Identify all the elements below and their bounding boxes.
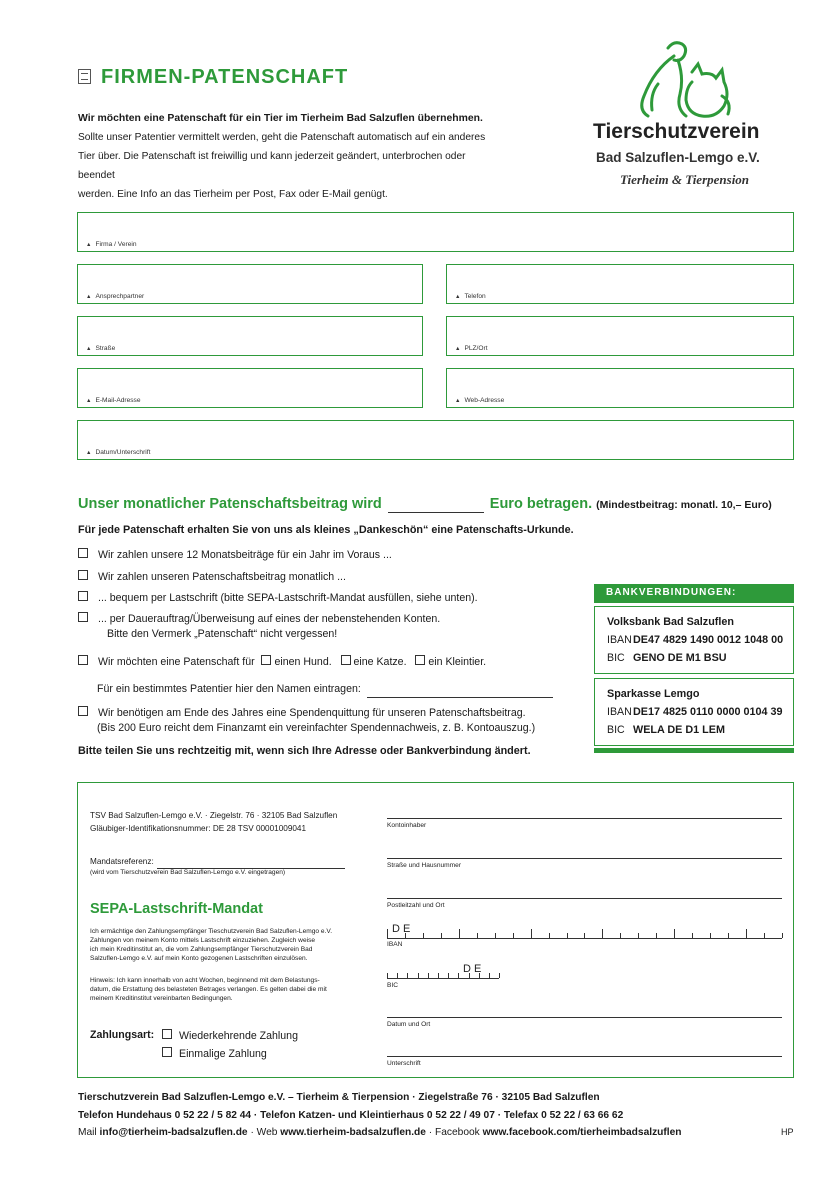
sepa-text-line: Ich ermächtige den Zahlungsempfänger Tieschutzverein Bad Salzuflen-Lemgo e.V. xyxy=(90,928,333,935)
ansprechpartner-label: ▲ Ansprechpartner xyxy=(86,293,144,300)
datum-ort-label: Datum und Ort xyxy=(387,1021,431,1028)
mandatsref-note: (wird vom Tierschutzverein Bad Salzuflen-Lemgo e.V. eingetragen) xyxy=(90,869,286,876)
bic-value: GENO DE M1 BSU xyxy=(633,652,727,664)
logo-subtitle: Bad Salzuflen-Lemgo e.V. xyxy=(596,150,760,165)
option-voraus[interactable] xyxy=(78,548,392,563)
ansprechpartner-field[interactable] xyxy=(77,264,423,304)
sepa-text-line: ich mein Kreditinstitut an, die vom Zahlungsempfänger Tierschutzverein Bad xyxy=(90,946,313,953)
sepa-text-line: Zahlungen von meinem Konto mittels Lastschrift einzuziehen. Zugleich weise xyxy=(90,937,316,944)
tick-mark xyxy=(620,933,621,938)
footer-line2: Telefon Hundehaus 0 52 22 / 5 82 44 · Telefon Katzen- und Kleintierhaus 0 52 22 / 49 07 · Telefax 0 52 22 / 63 66 62 xyxy=(78,1110,624,1121)
kleintier-label: ein Kleintier. xyxy=(428,656,487,668)
sepa-text2 xyxy=(90,976,327,1003)
sepa-creditor-id: Gläubiger-Identifikationsnummer: DE 28 TSV 00001009041 xyxy=(90,824,307,833)
mail-link[interactable]: info@tierheim-badsalzuflen.de xyxy=(99,1127,248,1138)
checkbox[interactable] xyxy=(78,706,88,716)
bic-prefix: D E xyxy=(463,963,482,975)
footer-initials: HP xyxy=(781,1127,794,1137)
beitrag-min: (Mindestbeitrag: monatl. 10,– Euro) xyxy=(596,499,772,511)
checkbox[interactable] xyxy=(78,591,88,601)
tick-mark xyxy=(441,933,442,938)
firma-label: ▲ Firma / Verein xyxy=(86,241,137,248)
option-label: ... bequem per Lastschrift (bitte SEPA-Lastschrift-Mandat ausfüllen, siehe unten). xyxy=(98,592,478,604)
tick-mark xyxy=(531,929,532,938)
bic-value: WELA DE D1 LEM xyxy=(633,724,725,736)
mandatsref-label: Mandatsreferenz: xyxy=(90,857,154,866)
bank-name: Sparkasse Lemgo xyxy=(607,688,700,700)
iban-prefix: D E xyxy=(392,923,411,935)
web-label: ▲ Web-Adresse xyxy=(455,397,504,404)
beitrag-amount-input[interactable] xyxy=(388,496,484,513)
checkbox-hund[interactable] xyxy=(261,655,271,665)
patentier-name-input[interactable] xyxy=(367,682,553,698)
sepa-title: SEPA-Lastschrift-Mandat xyxy=(90,901,263,917)
tick-mark xyxy=(448,973,449,978)
iban-label: IBAN xyxy=(607,706,632,718)
sepa-address-line: TSV Bad Salzuflen-Lemgo e.V. · Ziegelstr. 76 · 32105 Bad Salzuflen xyxy=(90,811,338,820)
document-icon xyxy=(78,69,91,84)
notice-text: Bitte teilen Sie uns rechtzeitig mit, wenn sich Ihre Adresse oder Bankverbindung ändert. xyxy=(78,745,531,757)
tick-mark xyxy=(407,973,408,978)
plz-input[interactable] xyxy=(387,898,782,899)
strasse-label: ▲ Straße xyxy=(86,345,115,352)
web-label: · Web xyxy=(250,1127,278,1138)
intro-line: Sollte unser Patentier vermittelt werden, geht die Patenschaft automatisch auf ein anderes xyxy=(78,132,486,143)
unterschrift-label: Unterschrift xyxy=(387,1060,421,1067)
tick-mark xyxy=(549,933,550,938)
tick-mark xyxy=(692,933,693,938)
sepa-text-line: Hinweis: Ich kann innerhalb von acht Wochen, beginnend mit dem Belastungs- xyxy=(90,977,320,984)
datum-unterschrift-field[interactable] xyxy=(77,420,794,460)
checkbox[interactable] xyxy=(162,1047,172,1057)
checkbox[interactable] xyxy=(78,548,88,558)
sepa-text-line: Salzuflen-Lemgo e.V. auf mein Konto gezogenen Lastschriften einzulösen. xyxy=(90,955,308,962)
option-label: Wir zahlen unsere 12 Monatsbeiträge für ein Jahr im Voraus ... xyxy=(98,549,392,561)
tick-mark xyxy=(567,933,568,938)
option-note: (Bis 200 Euro reicht dem Finanzamt ein vereinfachter Spendennachweis, z. B. Kontoauszug.) xyxy=(97,722,536,734)
tick-mark xyxy=(656,933,657,938)
tick-mark xyxy=(499,973,500,978)
bank-footer-bar xyxy=(594,748,794,753)
sepa-text-line: meinem Kreditinstitut vereinbarten Bedingungen. xyxy=(90,995,233,1002)
sepa-address xyxy=(90,809,337,835)
bank-name: Volksbank Bad Salzuflen xyxy=(607,616,734,628)
checkbox-katze[interactable] xyxy=(341,655,351,665)
tick-mark xyxy=(397,973,398,978)
beitrag-pre: Unser monatlicher Patenschaftsbeitrag wird xyxy=(78,496,382,512)
checkbox[interactable] xyxy=(162,1029,172,1039)
hund-label: einen Hund. xyxy=(274,656,332,668)
mail-label: Mail xyxy=(78,1127,97,1138)
tick-mark xyxy=(458,973,459,978)
dankeschoen-text: Für jede Patenschaft erhalten Sie von uns als kleines „Dankeschön“ eine Patenschafts-Urkunde. xyxy=(78,524,574,536)
datum-ort-input[interactable] xyxy=(387,1017,782,1018)
tick-mark xyxy=(387,929,388,938)
checkbox[interactable] xyxy=(78,655,88,665)
tick-mark xyxy=(489,973,490,978)
option-label: Wir möchten eine Patenschaft für xyxy=(98,656,255,668)
tick-mark xyxy=(728,933,729,938)
z2-label: Einmalige Zahlung xyxy=(179,1048,267,1060)
footer-line1: Tierschutzverein Bad Salzuflen-Lemgo e.V. – Tierheim & Tierpension · Ziegelstraße 76 · 32105 Bad Salzuflen xyxy=(78,1092,600,1103)
kontoinhaber-input[interactable] xyxy=(387,818,782,819)
facebook-link[interactable]: www.facebook.com/tierheimbadsalzuflen xyxy=(482,1127,682,1138)
web-link[interactable]: www.tierheim-badsalzuflen.de xyxy=(280,1127,426,1138)
mandatsref-input[interactable] xyxy=(157,855,345,869)
bank-sparkasse xyxy=(594,678,794,746)
logo-tagline: Tierheim & Tierpension xyxy=(620,172,750,187)
checkbox[interactable] xyxy=(78,570,88,580)
patentier-name-row xyxy=(97,682,553,698)
email-field[interactable] xyxy=(77,368,423,408)
checkbox-kleintier[interactable] xyxy=(415,655,425,665)
cat-dog-logo-icon xyxy=(628,38,740,118)
tick-mark xyxy=(459,929,460,938)
bank-volksbank xyxy=(594,606,794,674)
option-tierart xyxy=(78,655,486,670)
option-label: ... per Dauerauftrag/Überweisung auf eines der nebenstehenden Konten. xyxy=(98,613,441,625)
bic-input[interactable] xyxy=(387,971,499,979)
strasse-input[interactable] xyxy=(387,858,782,859)
option-dauerauftrag[interactable] xyxy=(78,612,440,642)
intro-text xyxy=(78,109,498,204)
tick-mark xyxy=(584,933,585,938)
bic-label: BIC xyxy=(607,652,625,664)
telefon-field[interactable] xyxy=(446,264,794,304)
tick-mark xyxy=(782,933,783,938)
bic-label: BIC xyxy=(387,982,398,989)
tick-mark xyxy=(513,933,514,938)
zahlungsart-label: Zahlungsart: xyxy=(90,1029,155,1041)
tick-mark xyxy=(428,973,429,978)
tick-mark xyxy=(638,933,639,938)
sepa-text1 xyxy=(90,927,332,963)
strasse-field[interactable] xyxy=(77,316,423,356)
email-label: ▲ E-Mail-Adresse xyxy=(86,397,141,404)
tick-mark xyxy=(418,973,419,978)
bank-header: BANKVERBINDUNGEN: xyxy=(594,584,794,603)
iban-value: DE47 4829 1490 0012 1048 00 xyxy=(633,634,784,646)
strasse-label: Straße und Hausnummer xyxy=(387,862,462,869)
checkbox[interactable] xyxy=(78,612,88,622)
web-field[interactable] xyxy=(446,368,794,408)
tick-mark xyxy=(438,973,439,978)
zahlung-einmalig[interactable] xyxy=(162,1047,267,1060)
tick-mark xyxy=(674,929,675,938)
page-title: FIRMEN-PATENSCHAFT xyxy=(78,66,348,89)
iban-value: DE17 4825 0110 0000 0104 39 xyxy=(633,706,783,718)
tick-mark xyxy=(710,933,711,938)
intro-line: werden. Eine Info an das Tierheim per Post, Fax oder E-Mail genügt. xyxy=(78,189,388,200)
beitrag-line xyxy=(78,496,772,513)
zahlung-wiederkehrend[interactable] xyxy=(162,1029,298,1042)
patentier-label: Für ein bestimmtes Patentier hier den Namen eintragen: xyxy=(97,683,361,695)
sepa-text-line: datum, die Erstattung des belasteten Betrages verlangen. Es gelten dabei die mit xyxy=(90,986,327,993)
bic-label: BIC xyxy=(607,724,625,736)
tick-mark xyxy=(423,933,424,938)
plz-label: Postleitzahl und Ort xyxy=(387,902,445,909)
datum-label: ▲ Datum/Unterschrift xyxy=(86,449,150,456)
option-monatlich[interactable] xyxy=(78,570,346,585)
footer-line3 xyxy=(78,1127,682,1138)
iban-input[interactable] xyxy=(387,931,782,939)
z1-label: Wiederkehrende Zahlung xyxy=(179,1030,298,1042)
beitrag-post: Euro betragen. xyxy=(489,496,593,512)
plz-label: ▲ PLZ/Ort xyxy=(455,345,488,352)
tick-mark xyxy=(387,973,388,978)
katze-label: eine Katze. xyxy=(353,656,407,668)
iban-label: IBAN xyxy=(607,634,632,646)
option-label: Wir zahlen unseren Patenschaftsbeitrag monatlich ... xyxy=(98,571,346,583)
kontoinhaber-label: Kontoinhaber xyxy=(387,822,427,829)
intro-line: Tier über. Die Patenschaft ist freiwillig und kann jederzeit geändert, unterbrochen oder beendet xyxy=(78,151,466,181)
option-spendenquittung[interactable] xyxy=(78,706,535,736)
iban-label: IBAN xyxy=(387,941,403,948)
mandatsref-row xyxy=(90,855,345,869)
tick-mark xyxy=(495,933,496,938)
plz-field[interactable] xyxy=(446,316,794,356)
telefon-label: ▲ Telefon xyxy=(455,293,486,300)
unterschrift-input[interactable] xyxy=(387,1056,782,1057)
option-lastschrift[interactable] xyxy=(78,591,478,606)
facebook-label: · Facebook xyxy=(428,1127,480,1138)
tick-mark xyxy=(746,929,747,938)
tick-mark xyxy=(764,933,765,938)
firma-field[interactable] xyxy=(77,212,794,252)
option-label: Wir benötigen am Ende des Jahres eine Spendenquittung für unseren Patenschaftsbeitrag. xyxy=(98,707,526,719)
logo-name: Tierschutzverein xyxy=(593,120,760,143)
intro-bold: Wir möchten eine Patenschaft für ein Tier im Tierheim Bad Salzuflen übernehmen. xyxy=(78,113,483,124)
tick-mark xyxy=(602,929,603,938)
option-note: Bitte den Vermerk „Patenschaft“ nicht vergessen! xyxy=(107,628,338,640)
tick-mark xyxy=(477,933,478,938)
